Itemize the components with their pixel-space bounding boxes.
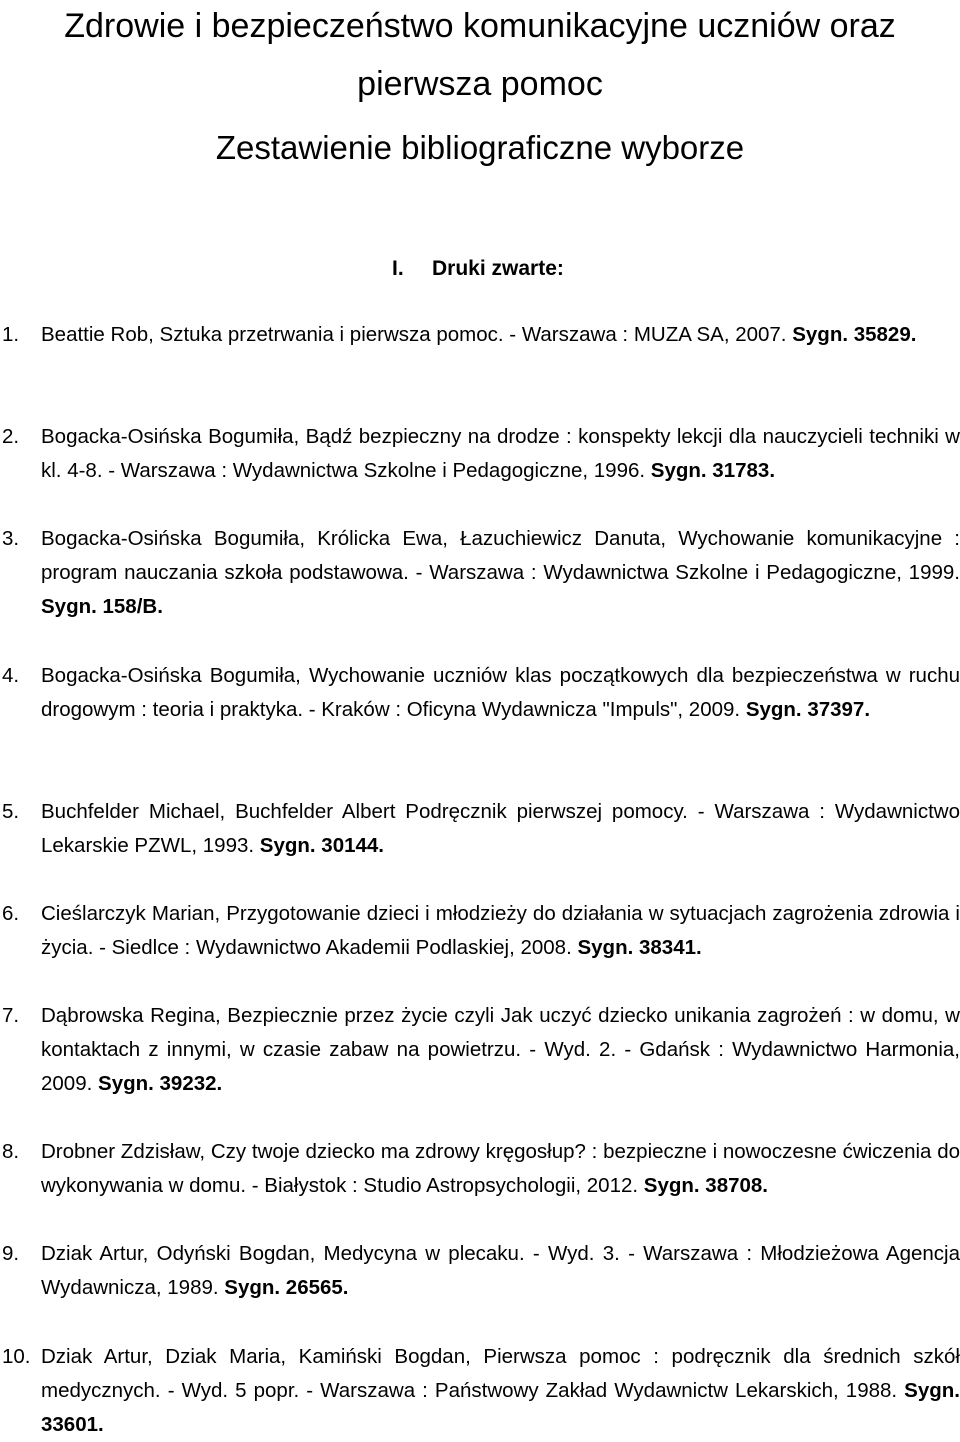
entry-call-number: Sygn. 35829.: [792, 323, 917, 346]
entry-body: [41, 420, 960, 488]
title-line-1: Zdrowie i bezpieczeństwo komunikacyjne uczniów oraz: [64, 7, 896, 45]
entry-number: 10.: [2, 1345, 31, 1368]
entry-body: [41, 795, 960, 863]
entry-number: 8.: [2, 1140, 20, 1163]
entry-text: Bogacka-Osińska Bogumiła, Królicka Ewa, Łazuchiewicz Danuta, Wychowanie komunikacyjne : program nauczania szkoła podstawowa. - Warszawa : Wydawnictwa Szkolne i Pedagogiczne, 1999.: [41, 527, 960, 584]
entry-text: Dąbrowska Regina, Bezpiecznie przez życie czyli Jak uczyć dziecko unikania zagrożeń : w domu, w kontaktach z innymi, w czasie zabaw na powietrzu. - Wyd. 2. - Gdańsk : Wydawnictwo Harmonia, 2009.: [41, 1004, 960, 1095]
section-number: I.: [392, 257, 404, 280]
entry-body: [41, 1135, 960, 1203]
entry-text: Drobner Zdzisław, Czy twoje dziecko ma zdrowy kręgosłup? : bezpieczne i nowoczesne ćwiczenia do wykonywania w domu. - Białystok : Studio Astropsychologii, 2012.: [41, 1140, 960, 1197]
entry-number: 1.: [2, 323, 20, 346]
entry-call-number: Sygn. 30144.: [259, 834, 384, 857]
entry-call-number: Sygn. 158/B.: [41, 595, 163, 618]
entry-body: [41, 318, 960, 352]
entry-text: Dziak Artur, Dziak Maria, Kamiński Bogdan, Pierwsza pomoc : podręcznik dla średnich szkół medycznych. - Wyd. 5 popr. - Warszawa : Państwowy Zakład Wydawnictw Lekarskich, 1988.: [41, 1345, 960, 1402]
document-subtitle: Zestawienie bibliograficzne wyborze: [215, 129, 745, 166]
section-heading: [392, 254, 564, 284]
entry-text: Cieślarczyk Marian, Przygotowanie dzieci i młodzieży do działania w sytuacjach zagrożenia zdrowia i życia. - Siedlce : Wydawnictwo Akademii Podlaskiej, 2008.: [41, 902, 960, 959]
section-label: Druki zwarte:: [432, 257, 564, 280]
entry-call-number: Sygn. 26565.: [224, 1276, 349, 1299]
entry-call-number: Sygn. 38708.: [643, 1174, 768, 1197]
entry-body: [41, 999, 960, 1101]
entry-text: Beattie Rob, Sztuka przetrwania i pierwsza pomoc. - Warszawa : MUZA SA, 2007.: [41, 323, 787, 346]
entry-body: [41, 897, 960, 965]
entry-body: [41, 1237, 960, 1305]
entry-call-number: Sygn. 38341.: [577, 936, 702, 959]
entry-call-number: Sygn. 39232.: [98, 1072, 223, 1095]
entry-body: [41, 1340, 960, 1442]
entry-number: 3.: [2, 527, 20, 550]
entry-text: Dziak Artur, Odyński Bogdan, Medycyna w plecaku. - Wyd. 3. - Warszawa : Młodzieżowa Agencja Wydawnicza, 1989.: [41, 1242, 960, 1299]
entry-number: 6.: [2, 902, 20, 925]
entry-number: 2.: [2, 425, 20, 448]
entry-call-number: Sygn. 33601.: [41, 1379, 960, 1436]
entry-text: Bogacka-Osińska Bogumiła, Bądź bezpieczny na drodze : konspekty lekcji dla nauczycieli techniki w kl. 4-8. - Warszawa : Wydawnictwa Szkolne i Pedagogiczne, 1996.: [41, 425, 960, 482]
entry-number: 5.: [2, 800, 20, 823]
entry-number: 4.: [2, 664, 20, 687]
entry-text: Bogacka-Osińska Bogumiła, Wychowanie uczniów klas początkowych dla bezpieczeństwa w ruchu drogowym : teoria i praktyka. - Kraków : Oficyna Wydawnicza "Impuls", 2009.: [41, 664, 960, 721]
document-title: [0, 0, 960, 110]
entry-number: 7.: [2, 1004, 20, 1027]
entry-text: Buchfelder Michael, Buchfelder Albert Podręcznik pierwszej pomocy. - Warszawa : Wydawnictwo Lekarskie PZWL, 1993.: [41, 800, 960, 857]
entry-call-number: Sygn. 37397.: [745, 698, 871, 721]
title-line-2: pierwsza pomoc: [357, 65, 603, 103]
entry-body: [41, 659, 960, 727]
entry-call-number: Sygn. 31783.: [650, 459, 776, 482]
entry-body: [41, 522, 960, 624]
entry-number: 9.: [2, 1242, 20, 1265]
